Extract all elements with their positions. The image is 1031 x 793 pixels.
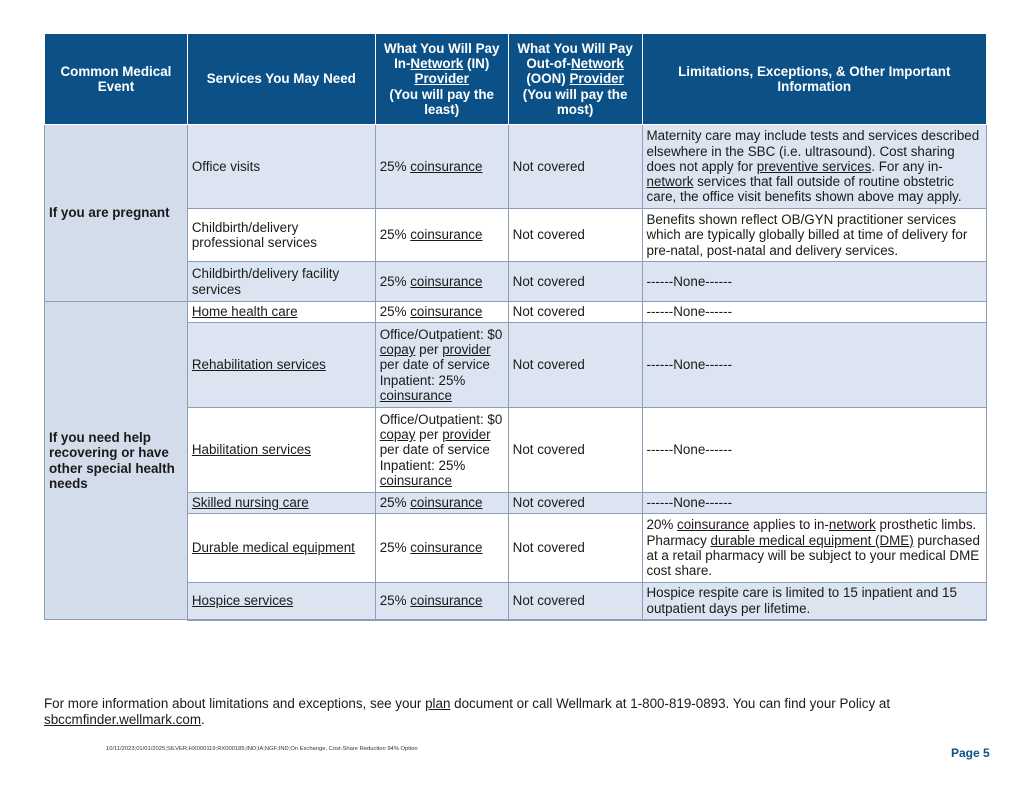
coinsurance-link[interactable]: coinsurance (410, 158, 483, 174)
table-row (45, 302, 987, 323)
event-if-recovering: If you need help recovering or have other special health needs (45, 302, 188, 620)
service-hospice (187, 583, 375, 620)
benefits-table (44, 33, 987, 621)
in-network-cost (375, 408, 508, 493)
preventive-services-link[interactable]: preventive services (756, 158, 872, 174)
cost-text: Office/Outpatient: $0 (379, 326, 503, 342)
limitations-text (642, 514, 987, 583)
limitations-text: ------None------ (642, 493, 987, 514)
out-network-cost: Not covered (508, 583, 642, 620)
lim-text: Maternity care may include tests and services described elsewhere in the SBC (i.e. ultrasound). Cost sharing does not apply for (646, 128, 980, 174)
header-limitations: Limitations, Exceptions, & Other Important Information (642, 34, 987, 125)
header-out-line1: What You Will Pay (517, 40, 633, 56)
in-network-cost (375, 302, 508, 323)
out-network-cost: Not covered (508, 125, 642, 209)
cost-text: per date of service Inpatient: 25% (379, 442, 490, 473)
coinsurance-link[interactable]: coinsurance (677, 517, 750, 533)
dme-link[interactable]: durable medical equipment (DME) (710, 532, 914, 548)
lim-text: prosthetic limbs. Pharmacy (646, 517, 977, 548)
cost-text: Office/Outpatient: $0 (379, 411, 503, 427)
header-in-line1: What You Will Pay (383, 40, 500, 56)
footer-text: . (201, 712, 205, 727)
coinsurance-link[interactable]: coinsurance (410, 495, 483, 511)
out-network-cost: Not covered (508, 514, 642, 583)
header-out-of-network (508, 34, 642, 125)
header-out-prefix: Out-of- (526, 56, 571, 72)
coinsurance-link[interactable]: coinsurance (379, 387, 452, 403)
out-network-cost: Not covered (508, 323, 642, 408)
limitations-text: ------None------ (642, 408, 987, 493)
header-common-medical-event: Common Medical Event (45, 34, 188, 125)
cost-text: per date of service Inpatient: 25% (379, 357, 490, 388)
skilled-nursing-care-link[interactable]: Skilled nursing care (191, 495, 309, 511)
header-in-line2 (380, 56, 504, 71)
header-in-prefix: In- (394, 56, 411, 72)
lim-text: purchased at a retail pharmacy will be subject to your medical DME cost share. (646, 532, 980, 579)
limitations-text: Hospice respite care is limited to 15 inpatient and 15 outpatient days per lifetime. (642, 583, 987, 620)
in-network-cost (375, 514, 508, 583)
plan-link[interactable]: plan (425, 696, 451, 711)
cost-text: 25% (379, 540, 411, 556)
service-durable-medical-equipment (187, 514, 375, 583)
page-number: Page 5 (951, 746, 990, 760)
limitations-text (642, 125, 987, 209)
provider-link[interactable]: Provider (569, 71, 624, 87)
table-row (45, 125, 987, 209)
footer-text: For more information about limitations and exceptions, see your (44, 696, 426, 711)
footer-text: document or call Wellmark at 1-800-819-0893. You can find your Policy at (450, 696, 891, 711)
coinsurance-link[interactable]: coinsurance (410, 540, 483, 556)
policy-finder-link[interactable]: sbccmfinder.wellmark.com (44, 712, 202, 727)
header-in-network (375, 34, 508, 125)
header-out-oon: (OON) (526, 71, 570, 87)
rehabilitation-services-link[interactable]: Rehabilitation services (191, 357, 326, 373)
cost-text: 25% (379, 593, 411, 609)
cost-text: per (415, 342, 443, 358)
out-network-cost: Not covered (508, 209, 642, 262)
coinsurance-link[interactable]: coinsurance (379, 472, 452, 488)
out-network-cost: Not covered (508, 408, 642, 493)
header-out-line4: (You will pay the most) (522, 86, 628, 117)
lim-text: services that fall outside of routine obstetric care, the office visit benefits shown above may apply. (646, 174, 962, 205)
network-link[interactable]: Network (570, 56, 624, 72)
service-childbirth-facility: Childbirth/delivery facility services (187, 262, 375, 302)
document-code: 10/11/2023;01/01/2025;SILVER;HX000119;RX000185;IND;IA;NGF;IND;On Exchange, Cost-Share Reduction 94% Option (106, 746, 418, 752)
network-link[interactable]: network (646, 174, 694, 190)
cost-text: 25% (379, 495, 411, 511)
limitations-text: Benefits shown reflect OB/GYN practitioner services which are typically globally billed at time of delivery for pre-natal, post-natal and delivery services. (642, 209, 987, 262)
in-network-cost (375, 262, 508, 302)
in-network-cost (375, 493, 508, 514)
cost-text: 25% (379, 273, 411, 289)
header-out-line3 (513, 71, 638, 86)
table-header-row (45, 34, 987, 125)
copay-link[interactable]: copay (379, 342, 416, 358)
in-network-cost (375, 583, 508, 620)
lim-text: applies to in- (749, 517, 829, 533)
lim-text: . For any in- (871, 158, 943, 174)
coinsurance-link[interactable]: coinsurance (410, 304, 483, 320)
header-in-line4: (You will pay the least) (389, 86, 494, 117)
provider-link[interactable]: Provider (414, 71, 469, 87)
service-rehabilitation (187, 323, 375, 408)
in-network-cost (375, 209, 508, 262)
in-network-cost (375, 125, 508, 209)
lim-text: 20% (646, 517, 678, 533)
service-childbirth-professional: Childbirth/delivery professional services (187, 209, 375, 262)
event-if-pregnant: If you are pregnant (45, 125, 188, 302)
coinsurance-link[interactable]: coinsurance (410, 273, 483, 289)
footer-note (44, 696, 944, 728)
home-health-care-link[interactable]: Home health care (191, 304, 298, 320)
in-network-cost (375, 323, 508, 408)
cost-text: 25% (379, 227, 411, 243)
header-in-suffix: (IN) (463, 56, 490, 72)
coinsurance-link[interactable]: coinsurance (410, 593, 483, 609)
header-out-line2 (513, 56, 638, 71)
hospice-services-link[interactable]: Hospice services (191, 593, 294, 609)
service-habilitation (187, 408, 375, 493)
service-office-visits: Office visits (187, 125, 375, 209)
coinsurance-link[interactable]: coinsurance (410, 227, 483, 243)
service-skilled-nursing (187, 493, 375, 514)
out-network-cost: Not covered (508, 493, 642, 514)
out-network-cost: Not covered (508, 262, 642, 302)
limitations-text: ------None------ (642, 262, 987, 302)
out-network-cost: Not covered (508, 302, 642, 323)
network-link[interactable]: network (828, 517, 876, 533)
durable-medical-equipment-link[interactable]: Durable medical equipment (191, 540, 355, 556)
header-services: Services You May Need (187, 34, 375, 125)
service-home-health-care (187, 302, 375, 323)
copay-link[interactable]: copay (379, 427, 416, 443)
network-link[interactable]: Network (410, 56, 464, 72)
provider-link[interactable]: provider (442, 342, 491, 358)
habilitation-services-link[interactable]: Habilitation services (191, 442, 311, 458)
limitations-text: ------None------ (642, 323, 987, 408)
cost-text: 25% (379, 158, 411, 174)
cost-text: 25% (379, 304, 411, 320)
provider-link[interactable]: provider (442, 427, 491, 443)
limitations-text: ------None------ (642, 302, 987, 323)
cost-text: per (415, 427, 443, 443)
